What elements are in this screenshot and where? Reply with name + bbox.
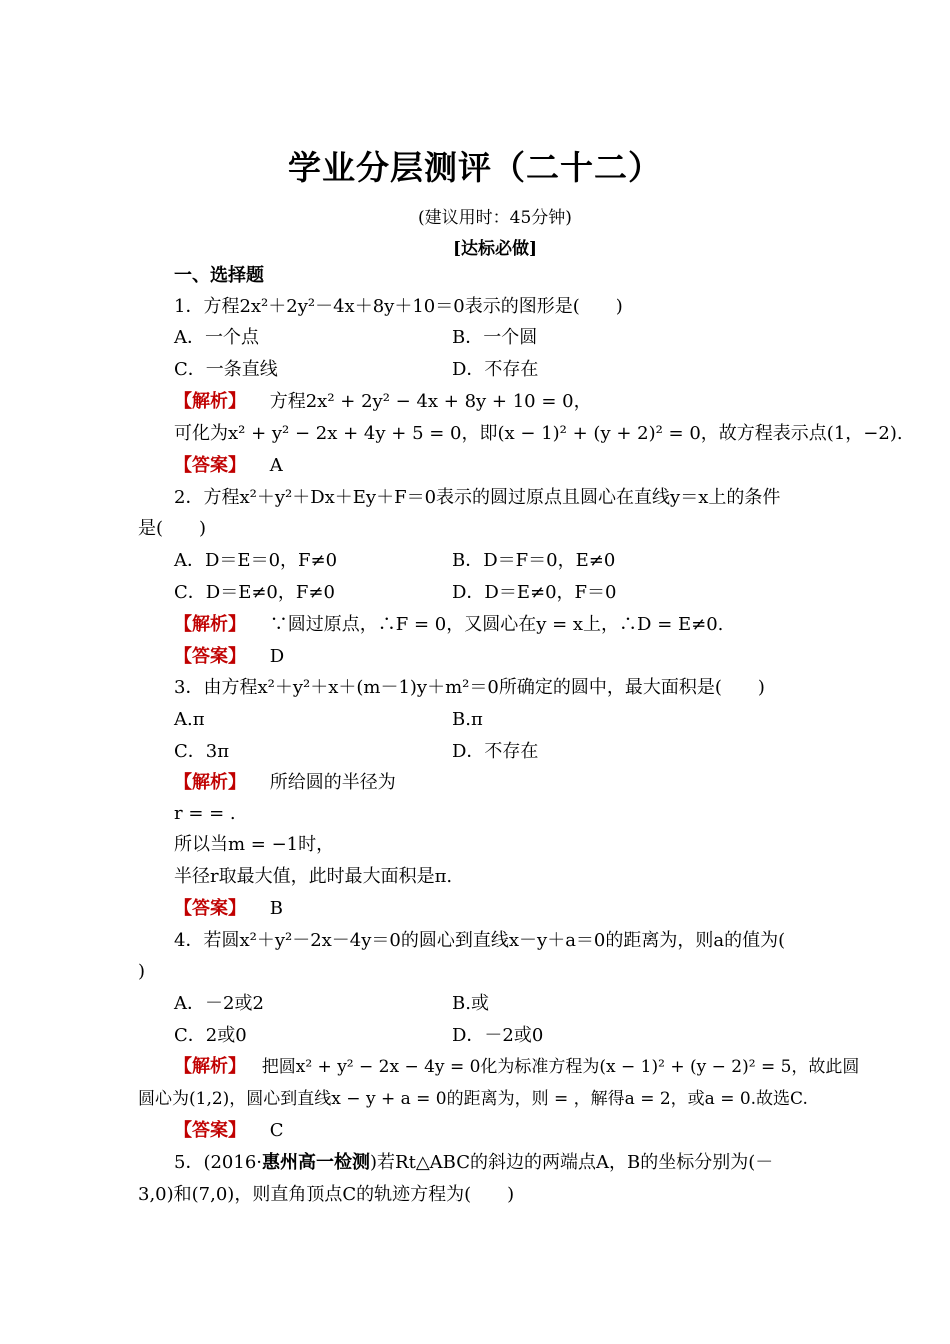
q3-option-b: B.π: [452, 709, 483, 730]
q3-stem: 3．由方程x²＋y²＋x＋(m－1)y＋m²＝0所确定的圆中，最大面积是( ): [174, 677, 765, 698]
q1-answer-value: A: [269, 455, 283, 476]
q1-option-a: A．一个点: [174, 327, 259, 348]
analysis-label: 【解析】: [174, 391, 246, 412]
q1-analysis-text: 方程2x² + 2y² − 4x + 8y + 10 = 0，: [269, 391, 592, 412]
q2-answer-value: D: [269, 646, 285, 667]
q3-answer-value: B: [269, 898, 283, 919]
q2-option-a: A．D＝E＝0，F≠0: [174, 550, 338, 571]
time-hint: (建议用时：45分钟): [418, 208, 572, 228]
q4-analysis-cont: 圆心为(1,2)，圆心到直线x − y + a = 0的距离为，则 = ，解得a = 2，或a = 0.故选C.: [138, 1089, 808, 1109]
q4-analysis: [174, 1056, 859, 1078]
q1-option-b: B．一个圆: [452, 327, 538, 348]
q2-option-c: C．D＝E≠0，F≠0: [174, 582, 335, 603]
q1-answer: [174, 455, 283, 477]
q2-stem: 2．方程x²＋y²＋Dx＋Ey＋F＝0表示的圆过原点且圆心在直线y＝x上的条件: [174, 487, 781, 508]
q4-option-a: A．－2或2: [174, 993, 264, 1014]
q5-stem-prefix: 5．(2016·: [174, 1152, 263, 1173]
answer-label: 【答案】: [174, 646, 246, 667]
q1-analysis-cont: 可化为x² + y² − 2x + 4y + 5 = 0，即(x − 1)² + (y + 2)² = 0，故方程表示点(1，−2).: [174, 423, 903, 444]
q4-stem-cont: ): [138, 961, 146, 982]
q1-option-d: D．不存在: [452, 359, 539, 380]
level-tag: [达标必做]: [452, 239, 538, 259]
q3-analysis-text: 所给圆的半径为: [269, 772, 396, 793]
analysis-label: 【解析】: [174, 1056, 246, 1077]
q3-answer: [174, 898, 283, 920]
q5-source: 惠州高一检测: [262, 1152, 371, 1173]
q2-analysis: [174, 614, 723, 636]
q2-answer: [174, 646, 284, 668]
q3-analysis: [174, 772, 396, 794]
q1-stem: 1．方程2x²＋2y²－4x＋8y＋10＝0表示的图形是( ): [174, 296, 623, 317]
q4-answer: [174, 1120, 284, 1142]
q3-option-a: A.π: [174, 709, 205, 730]
page-title: 学业分层测评（二十二）: [288, 148, 662, 187]
analysis-label: 【解析】: [174, 614, 246, 635]
q5-stem-cont: 3,0)和(7,0)，则直角顶点C的轨迹方程为( ): [138, 1184, 515, 1205]
q1-analysis: [174, 391, 592, 413]
q4-analysis-text: 把圆x² + y² − 2x − 4y = 0化为标准方程为(x − 1)² + (y − 2)² = 5，故此圆: [261, 1057, 860, 1077]
q4-stem: 4．若圆x²＋y²－2x－4y＝0的圆心到直线x－y＋a＝0的距离为，则a的值为(: [174, 930, 786, 951]
q3-option-c: C．3π: [174, 741, 230, 762]
answer-label: 【答案】: [174, 1120, 246, 1141]
q4-option-d: D．－2或0: [452, 1025, 544, 1046]
q2-option-d: D．D＝E≠0，F＝0: [452, 582, 617, 603]
q2-stem-cont: 是( ): [138, 518, 207, 539]
answer-label: 【答案】: [174, 898, 246, 919]
q4-option-c: C．2或0: [174, 1025, 247, 1046]
q3-analysis-radius: r = = .: [174, 803, 236, 824]
q2-analysis-text: ∵圆过原点，∴F = 0，又圆心在y = x上，∴D = E≠0.: [269, 614, 724, 635]
section-heading: 一、选择题: [174, 265, 264, 286]
q4-answer-value: C: [269, 1120, 284, 1141]
q3-analysis-result: 半径r取最大值，此时最大面积是π.: [174, 866, 453, 887]
analysis-label: 【解析】: [174, 772, 246, 793]
q1-option-c: C．一条直线: [174, 359, 278, 380]
q4-option-b: B.或: [452, 993, 489, 1014]
q5-stem: [174, 1152, 773, 1174]
q3-option-d: D．不存在: [452, 741, 539, 762]
q2-option-b: B．D＝F＝0，E≠0: [452, 550, 616, 571]
q5-stem-suffix: )若Rt△ABC的斜边的两端点A，B的坐标分别为(－: [370, 1152, 774, 1173]
q3-analysis-cond: 所以当m = −1时，: [174, 834, 335, 855]
answer-label: 【答案】: [174, 455, 246, 476]
